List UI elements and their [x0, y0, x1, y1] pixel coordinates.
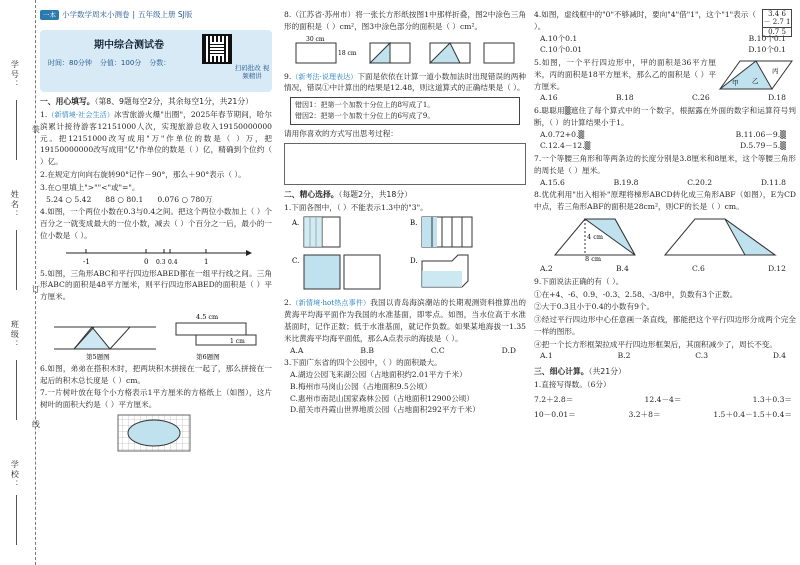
- leaf-grid-figure: [116, 413, 196, 453]
- statement: ④把一个长方形框架拉成平行四边形框架后，其面积减少了，周长不变。: [534, 339, 777, 349]
- svg-text:第6题图: 第6题图: [196, 352, 220, 361]
- student-id-field: 学号：: [10, 60, 20, 90]
- axis-label: 1: [204, 257, 209, 266]
- axis-label: 0.3: [156, 258, 166, 266]
- geometry-figures: [46, 305, 266, 361]
- question-2-5: 5.如图，一个平行四边形中，甲的面积是36平方厘米，丙的面积是18平方厘米，那么乙的面积是（ ）平方厘米。 甲 乙 丙: [534, 57, 796, 92]
- question-4: 4.如图，一个两位小数在0.3与0.4之间。把这个两位小数加上（ ）个百分之一就变成最大的一位小数，减去（ ）个百分之一后，最小的一位小数是（ ）。: [40, 207, 272, 240]
- options: A.1 B.2 C.3 D.4: [540, 351, 786, 361]
- svg-text:4 cm: 4 cm: [587, 233, 604, 242]
- question-2-3: 3.下面广东省的四个公园中，（ ）的面积最大。: [284, 358, 442, 368]
- calc-question-1: 1.直接写得数。（6分）: [534, 380, 611, 390]
- field-line: [16, 495, 17, 545]
- question-6: 6.如图，弟弟在搭积木时，把两块积木拼接在一起了，那么拼接在一起后的积木总长度是（ ）cm。: [40, 363, 272, 385]
- error-box: 错因1：把第一个加数十分位上的8写成了1。 错因2：把第一个加数十分位上的6写成了9。: [290, 97, 520, 125]
- option[interactable]: C.C: [430, 345, 445, 355]
- qr-note: 扫码批改 视频精讲: [234, 64, 270, 81]
- column-2: [284, 8, 526, 561]
- options: A.15.6 B.19.8 C.20.2 D.11.8: [540, 177, 786, 187]
- svg-text:C.: C.: [292, 257, 300, 266]
- exam-header: [40, 30, 272, 92]
- svg-text:乙: 乙: [752, 77, 759, 86]
- column-1: [40, 8, 272, 561]
- time-limit: 时间：80分钟: [48, 59, 92, 67]
- option-figures: [290, 215, 520, 295]
- svg-text:18 cm: 18 cm: [338, 49, 357, 57]
- cut-mark: 线: [31, 420, 41, 428]
- cut-mark: 订: [31, 285, 41, 293]
- question-2-6: 6.聪聪用▒遮住了每个算式中的一个数字，根据露在外面的数字和运算符号判断，（ ）的计算结果小于1。: [534, 106, 796, 127]
- question-9: 9.（新考法·说理表达）下面是依依在计算一道小数加法时出现错误的两种情况，错误①中计算出的结果是12.48，则这道算式的正确结果是（ ）。: [284, 71, 526, 93]
- axis-label: 0.4: [168, 258, 178, 266]
- thinking-prompt: 请用你喜欢的方式写出思考过程：: [284, 128, 398, 138]
- header-bar: 一本 小学数学周末小测卷 | 五年级上册 SJ版: [40, 8, 272, 22]
- series-title: 小学数学周末小测卷: [62, 10, 130, 20]
- exam-title: 期中综合测试卷: [94, 40, 164, 51]
- options: A.2 B.4 C.6 D.12: [540, 264, 786, 274]
- section-title: 二、精心选择。（每题2分，共18分）: [284, 189, 412, 199]
- statement: ①在+4、-6、0.9、-0.3、2.58、-3/8中，负数有3个正数。: [534, 289, 738, 299]
- option[interactable]: D.韶关市丹霞山世界地质公园（占地面积292平方千米）: [290, 405, 480, 415]
- school-field: 学校：: [10, 460, 20, 490]
- svg-text:B.: B.: [410, 219, 418, 228]
- binding-margin: [0, 0, 41, 565]
- answer-box[interactable]: [284, 143, 526, 185]
- svg-text:8 cm: 8 cm: [585, 255, 602, 262]
- question-7: 7.一片树叶放在每个小方格表示1平方厘米的方格纸上（如图），这片树叶的面积大约是（ ）平方厘米。: [40, 388, 272, 410]
- options: A.0.72+0.▒ B.11.06－9.▒: [540, 129, 786, 139]
- compare-items: 5.24 ○ 5.42 88 ○ 80.1 0.076 ○ 780万: [46, 194, 213, 204]
- question-2-9: 9.下面说法正确的有（ ）。: [534, 276, 624, 286]
- svg-text:第5题图: 第5题图: [86, 352, 110, 361]
- field-line: [16, 230, 17, 290]
- question-1: 1.（新情境·社会生活）冰雪旅游火爆"出圈"，2025年春节期间，哈尔滨累计接待游客12151000人次，实现旅游总收入19150000000元。把12151000改写成用"万"作单位的数是（ ）万，把19150000000改写成用"亿"作单位的数是（ ）亿，精确到个位约（ ）亿。: [40, 110, 272, 167]
- section-title: 一、用心填写。（第8、9题每空2分，其余每空1分，共21分）: [40, 97, 253, 106]
- options: [284, 345, 526, 357]
- class-field: 班级：: [10, 320, 20, 350]
- option[interactable]: C.惠州市南昆山国家森林公园（占地面积12900公顷）: [290, 393, 474, 403]
- option[interactable]: D.D: [501, 345, 516, 355]
- options: C.10个0.01 D.10个0.1: [540, 45, 786, 55]
- question-3: 3.在○里填上">""<"或"="。: [40, 182, 140, 192]
- options: C.12.4－12.▒ D.5.79－5.▒: [540, 141, 786, 151]
- score-total: 分值：100分: [99, 59, 142, 67]
- score-label: 分数：: [149, 59, 171, 67]
- axis-label: 0: [144, 257, 149, 266]
- exam-meta: [48, 58, 170, 69]
- axis-label: -1: [83, 257, 90, 266]
- brand-badge: 一本: [40, 10, 59, 20]
- folding-figures: [290, 35, 520, 69]
- field-line: [16, 360, 17, 420]
- subtraction-figure: 3.4 6 － 2.7 1 0.7 5: [763, 10, 791, 36]
- svg-text:1 cm: 1 cm: [230, 337, 245, 345]
- column-3: [534, 8, 796, 561]
- question-8: 8.（江苏省·苏州市）将一张长方形纸按图1中那样折叠，图2中涂色三角形的面积是（ ）cm²，图3中涂色部分的面积是（ ）cm²。: [284, 10, 526, 31]
- options: A.10个0.1 B.10个0.1: [540, 33, 786, 43]
- parallelogram-figure: [718, 59, 794, 91]
- option[interactable]: A.湖边公园飞来湖公园（占地面积约2.01平方千米）: [290, 370, 467, 380]
- svg-text:30 cm: 30 cm: [306, 35, 325, 43]
- question-2-1: 1.下面各图中，（ ）不能表示1.3中的"3"。: [284, 202, 428, 212]
- qr-code[interactable]: [202, 34, 232, 64]
- calc-row: 10－0.01＝ 3.2＋8＝ 1.5＋0.4－1.5＋0.4＝: [534, 409, 792, 419]
- svg-text:丙: 丙: [772, 67, 779, 76]
- statement: ③经过平行四边形中心任意画一条直线，都能把这个平行四边形分成两个完全一样的图形。: [534, 315, 796, 336]
- section-title: 三、细心计算。（共21分）: [534, 367, 626, 377]
- cut-mark: 装: [31, 125, 41, 133]
- svg-text:甲: 甲: [732, 79, 739, 88]
- question-2: 2.在规定方向向右旋转90°记作－90°，那么＋90°表示（ ）。: [40, 169, 246, 179]
- option[interactable]: B.梅州市马岗山公园（占地面积9.5公顷）: [290, 381, 432, 391]
- question-2-8: 8.优优利用"出入相补"原理将梯形ABCD转化成三角形ABF（如图），E为CD中点，若三角形ABF的面积是28cm²，则CF的长是（ ）cm。: [534, 190, 796, 212]
- svg-text:4.5 cm: 4.5 cm: [196, 312, 219, 321]
- question-2-2: 2.（新情境·hot热点事件）我国以青岛海滨潮站的长期观测资料推算出的黄海平均海平面作为我国的水准基面，即零点。如图，当水位高于水准基面时，记作正数；低于水准基面，就记作负数。如果某地海拔一1.35米比黄海平均海平面低，那么A点表示的海拔是（ ）。: [284, 298, 526, 343]
- question-5: 5.如图，三角形ABC和平行四边形ABED都在一组平行线之间。三角形ABC的面积是48平方厘米，则平行四边形ABED的面积是（ ）平方厘米。: [40, 268, 272, 302]
- statement: ②大于0.3且小于0.4的小数有9个。: [534, 302, 655, 312]
- number-line-figure: [56, 244, 256, 266]
- grade-label: 五年级上册 SJ版: [138, 10, 193, 20]
- calc-row: 7.2＋2.8＝ 12.4－4＝ 1.3＋0.3＝: [534, 394, 792, 404]
- field-line: [16, 100, 17, 160]
- question-2-4: 4.如图，虚线框中的"0"不够减时，要向"4"借"1"，这个"1"表示（ ）。 3.4 6 － 2.7 1 0.7 5: [534, 10, 791, 36]
- question-2-7: 7.一个等腰三角形和等两条边的长度分别是3.8厘米和8厘米，这个等腰三角形的周长是（ ）厘米。: [534, 154, 796, 175]
- name-field: 姓名：: [10, 190, 20, 220]
- option[interactable]: B.B: [360, 345, 374, 355]
- option[interactable]: A.A: [290, 345, 304, 355]
- svg-text:A.: A.: [292, 219, 300, 228]
- trapezoid-figures: [545, 215, 785, 261]
- options: A.16 B.18 C.26 D.18: [540, 93, 786, 103]
- svg-text:D.: D.: [410, 257, 418, 266]
